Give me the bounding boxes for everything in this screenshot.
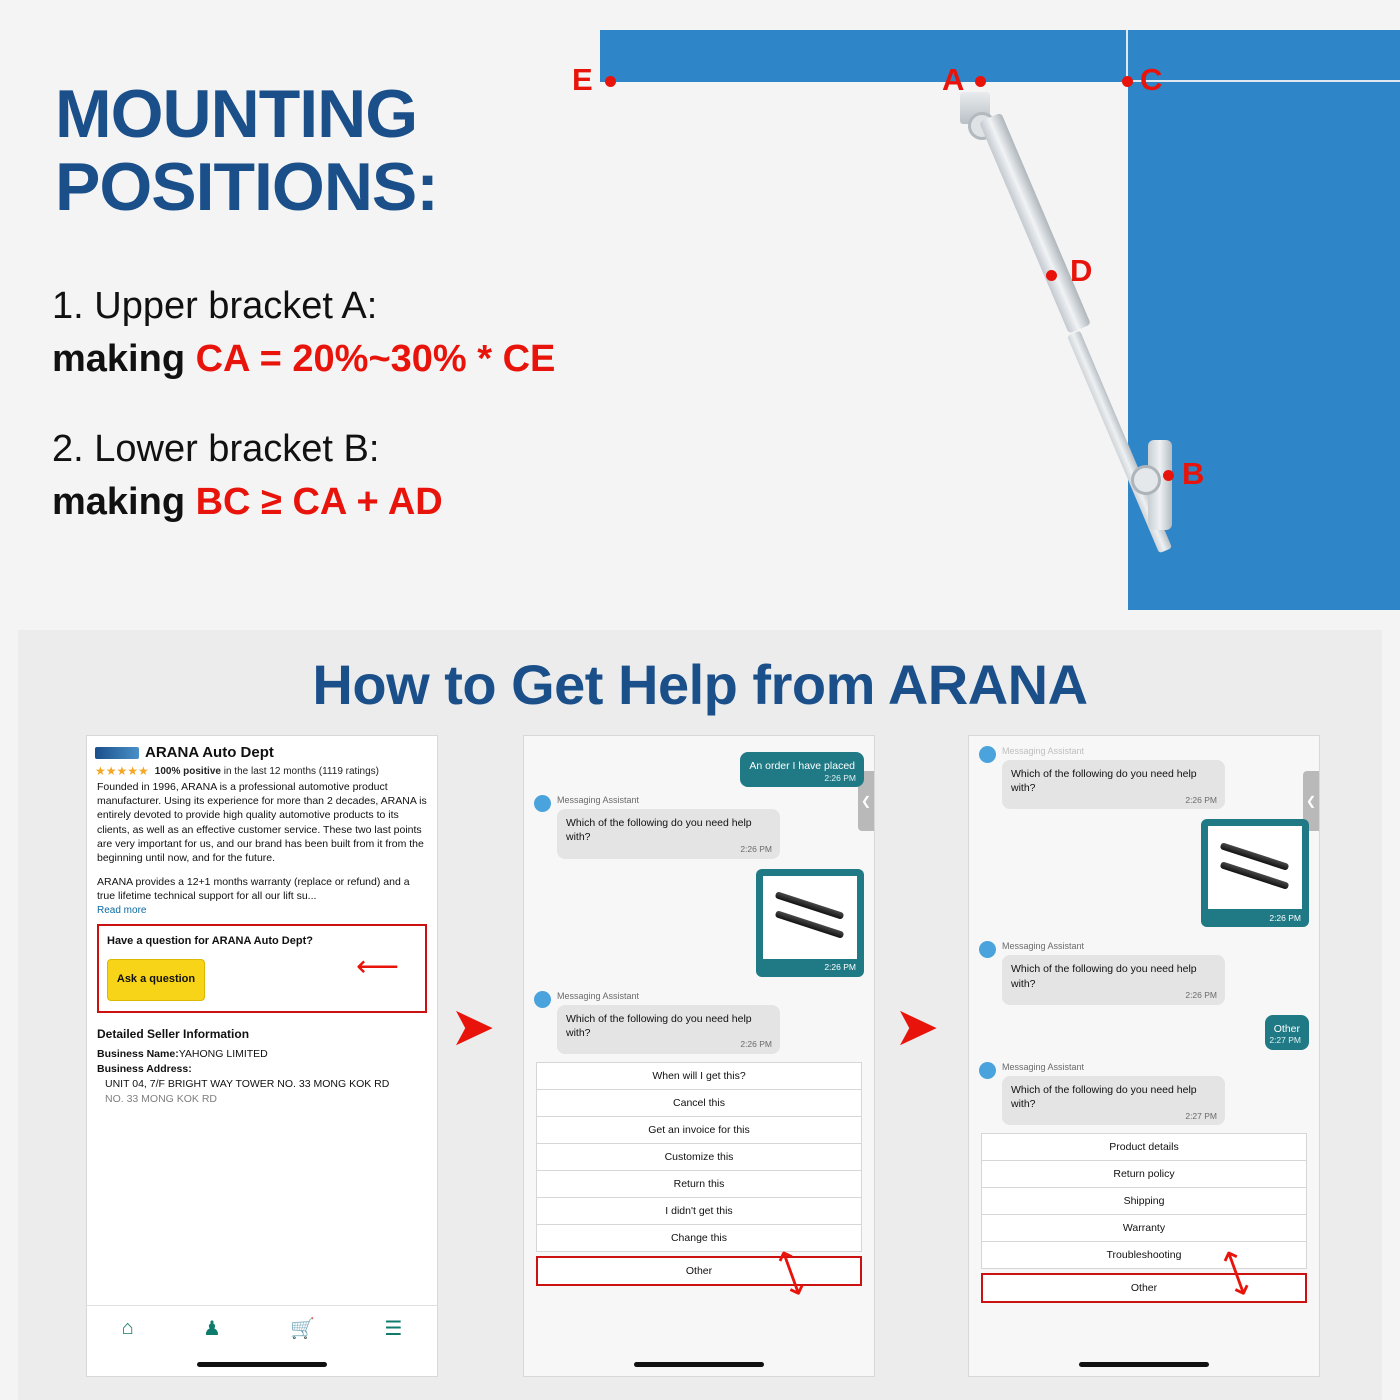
- assistant-avatar: [979, 1062, 996, 1079]
- bubble-text: Other: [1273, 1022, 1300, 1035]
- product-photo: [1208, 826, 1302, 909]
- step-2-prefix: making: [52, 481, 196, 523]
- timestamp: 2:26 PM: [1185, 794, 1217, 805]
- point-D-label: D: [1070, 253, 1093, 288]
- step-2-line1: 2. Lower bracket B:: [52, 428, 380, 470]
- point-E-label: E: [572, 62, 593, 97]
- bubble-text: Which of the following do you need help with?: [1011, 1083, 1197, 1111]
- step-2-line2: [52, 481, 443, 524]
- bubble-text: Which of the following do you need help with?: [1011, 963, 1197, 990]
- step-1-line1: 1. Upper bracket A:: [52, 285, 378, 327]
- star-rating-icon: ★★★★★: [95, 764, 149, 778]
- point-A-dot: [975, 76, 986, 87]
- flow-arrow-2: ➤: [894, 997, 940, 1057]
- home-indicator: [197, 1362, 327, 1367]
- seller-warranty-text: ARANA provides a 12+1 months warranty (replace or refund) and a true lifetime technical support for all our lift su...: [97, 876, 410, 903]
- timestamp: 2:26 PM: [740, 1039, 772, 1050]
- ask-question-box: [97, 924, 427, 1012]
- message-user-other: [969, 1005, 1319, 1050]
- assistant-name: Messaging Assistant: [1002, 941, 1085, 952]
- gas-strut-photo-icon: [1216, 841, 1295, 894]
- point-C-label: C: [1140, 62, 1163, 97]
- ask-a-question-button[interactable]: Ask a question: [107, 959, 205, 1001]
- option-return-policy[interactable]: Return policy: [981, 1161, 1307, 1188]
- option-customize-this[interactable]: Customize this: [536, 1144, 862, 1171]
- option-shipping[interactable]: Shipping: [981, 1188, 1307, 1215]
- option-other[interactable]: Other: [536, 1256, 862, 1286]
- detailed-seller-info-body: [87, 1041, 437, 1108]
- bubble-text: Which of the following do you need help with?: [1011, 768, 1197, 795]
- bubble-text: An order I have placed: [749, 760, 855, 772]
- chat-side-tab[interactable]: ❮: [1303, 771, 1319, 831]
- assistant-name: Messaging Assistant: [1002, 1061, 1085, 1072]
- assistant-name: Messaging Assistant: [557, 795, 640, 806]
- chat-thread-1: [524, 736, 874, 1376]
- seller-name: ARANA Auto Dept: [145, 744, 274, 761]
- timestamp: 2:26 PM: [824, 962, 856, 973]
- business-address-line2: NO. 33 MONG KOK RD: [105, 1093, 218, 1106]
- help-title: How to Get Help from ARANA: [312, 653, 1088, 716]
- bubble-assistant-1: [557, 809, 780, 858]
- chat-side-tab[interactable]: ❮: [858, 771, 874, 831]
- step-2: [52, 428, 443, 524]
- option-change-this[interactable]: Change this: [536, 1225, 862, 1252]
- step-1-prefix: making: [52, 338, 196, 380]
- bubble-assistant-3a: [1002, 760, 1225, 809]
- option-cancel-this[interactable]: Cancel this: [536, 1090, 862, 1117]
- chat-thread-2: [969, 736, 1319, 1376]
- home-indicator: [634, 1362, 764, 1367]
- panel-seam-horizontal: [1128, 80, 1400, 82]
- message-user-order: [524, 736, 874, 787]
- message-user-image-1: [524, 859, 874, 977]
- assistant-avatar: [979, 746, 996, 763]
- callout-arrow-down-icon: ⟷: [765, 1243, 818, 1303]
- seller-header: [87, 736, 437, 761]
- message-assistant-2: [524, 977, 874, 1054]
- option-didnt-get-this[interactable]: I didn't get this: [536, 1198, 862, 1225]
- timestamp: 2:27 PM: [1185, 1110, 1217, 1121]
- business-name-label: Business Name:: [97, 1047, 179, 1060]
- bubble-text: Which of the following do you need help with?: [566, 817, 752, 844]
- option-warranty[interactable]: Warranty: [981, 1215, 1307, 1242]
- message-assistant-1: [524, 787, 874, 858]
- business-name-value: YAHONG LIMITED: [178, 1047, 268, 1060]
- bubble-user-other: [1265, 1015, 1309, 1050]
- home-icon[interactable]: ⌂: [121, 1316, 134, 1339]
- bubble-assistant-3c: [1002, 1076, 1225, 1125]
- rating-positive: 100% positive: [154, 765, 221, 777]
- quick-reply-options-1: [524, 1062, 874, 1286]
- point-B-dot: [1163, 470, 1174, 481]
- option-other[interactable]: Other: [981, 1273, 1307, 1303]
- bubble-text: Which of the following do you need help with?: [566, 1012, 752, 1039]
- screenshot-chat-step-1: [523, 735, 875, 1377]
- rating-text: [155, 766, 379, 777]
- assistant-avatar: [534, 991, 551, 1008]
- ask-question-prompt: Have a question for ARANA Auto Dept?: [107, 935, 313, 948]
- account-icon[interactable]: ♟: [203, 1317, 221, 1340]
- timestamp: 2:26 PM: [1269, 912, 1301, 923]
- step-2-formula: BC ≥ CA + AD: [195, 481, 443, 523]
- message-assistant-3b: [969, 927, 1319, 1004]
- detailed-seller-info-heading: Detailed Seller Information: [97, 1026, 250, 1041]
- point-C-dot: [1122, 76, 1133, 87]
- mounting-positions-section: [0, 0, 1400, 630]
- home-indicator: [1079, 1362, 1209, 1367]
- bubble-product-image[interactable]: [1201, 819, 1309, 927]
- message-assistant-3c: [969, 1050, 1319, 1125]
- option-troubleshooting[interactable]: Troubleshooting: [981, 1242, 1307, 1269]
- callout-arrow-left-icon: ⟵: [355, 950, 399, 984]
- page-title: MOUNTING POSITIONS:: [55, 76, 438, 226]
- timestamp: 2:26 PM: [824, 772, 856, 783]
- business-address-line1: UNIT 04, 7/F BRIGHT WAY TOWER NO. 33 MONG KOK RD: [105, 1078, 390, 1091]
- screenshot-chat-step-2: [968, 735, 1320, 1377]
- quick-reply-options-2: [969, 1133, 1319, 1303]
- option-get-an-invoice[interactable]: Get an invoice for this: [536, 1117, 862, 1144]
- option-return-this[interactable]: Return this: [536, 1171, 862, 1198]
- option-when-will-i-get-this[interactable]: When will I get this?: [536, 1062, 862, 1090]
- point-E-dot: [605, 76, 616, 87]
- arana-logo: [95, 747, 139, 759]
- panel-seam-vertical: [1126, 30, 1128, 82]
- pivot-B: [1131, 465, 1161, 495]
- callout-arrow-down-icon: ⟷: [1210, 1243, 1263, 1303]
- bubble-user-order: [740, 752, 864, 787]
- bubble-assistant-2: [557, 1005, 780, 1054]
- step-1-line2: [52, 338, 555, 381]
- timestamp: 2:26 PM: [740, 844, 772, 855]
- strut-cylinder: [979, 113, 1091, 334]
- timestamp: 2:27 PM: [1269, 1035, 1301, 1046]
- step-1-formula: CA = 20%~30% * CE: [195, 338, 556, 380]
- assistant-avatar: [979, 941, 996, 958]
- menu-icon[interactable]: ☰: [384, 1317, 403, 1340]
- step-1: [52, 285, 555, 381]
- read-more-link[interactable]: Read more: [97, 905, 147, 917]
- business-address-label: Business Address:: [97, 1062, 192, 1075]
- rating-period: in the last 12 months (1119 ratings): [220, 765, 379, 777]
- bubble-product-image[interactable]: [756, 869, 864, 977]
- seller-description: Founded in 1996, ARANA is a professional automotive product manufacturer. Using its experience for more than 2 decades, ARANA is entirely devoted to provide high quality automotive products to its clients, as well as an effective customer service. These two last points are very important for us, and our brand has been built from it from the beginning until now, and for the future.: [97, 781, 427, 864]
- rating-row: [87, 761, 437, 778]
- help-section: [18, 630, 1382, 1400]
- message-user-image-2: [969, 809, 1319, 927]
- point-B-label: B: [1182, 456, 1205, 491]
- bottom-nav[interactable]: [87, 1305, 437, 1350]
- timestamp: 2:26 PM: [1185, 990, 1217, 1001]
- screenshot-seller-page: [86, 735, 438, 1377]
- cart-icon[interactable]: 🛒: [290, 1317, 316, 1340]
- gas-strut: [965, 100, 991, 500]
- point-A-label: A: [942, 62, 965, 97]
- product-photo: [763, 876, 857, 959]
- option-product-details[interactable]: Product details: [981, 1133, 1307, 1161]
- assistant-name: Messaging Assistant: [1002, 746, 1085, 756]
- bubble-assistant-3b: [1002, 955, 1225, 1004]
- assistant-avatar: [534, 795, 551, 812]
- message-assistant-3a: [969, 736, 1319, 809]
- gas-strut-photo-icon: [771, 890, 850, 943]
- assistant-name: Messaging Assistant: [557, 990, 640, 1001]
- flow-arrow-1: ➤: [450, 997, 496, 1057]
- point-D-dot: [1046, 270, 1057, 281]
